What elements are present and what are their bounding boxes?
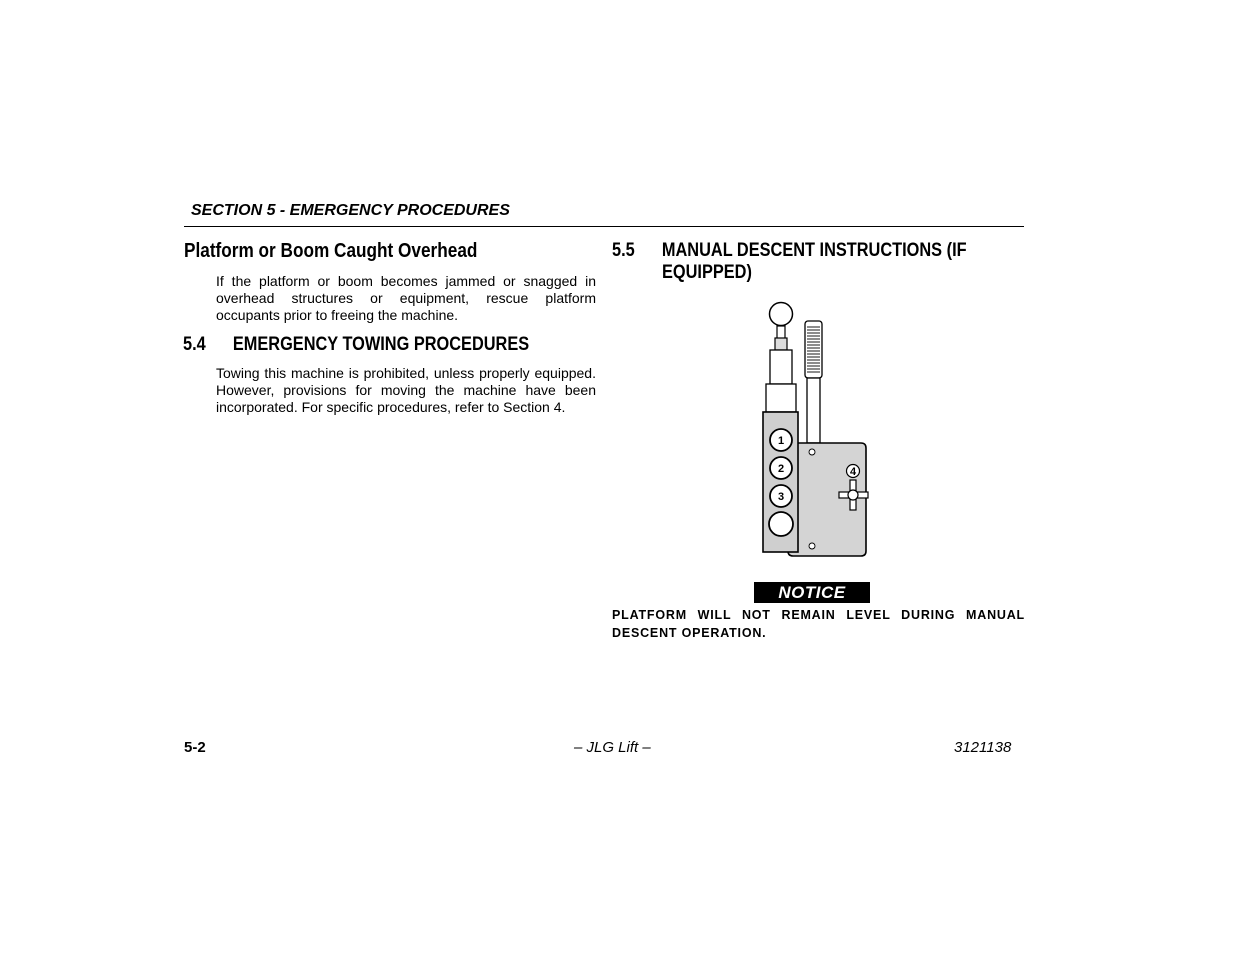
manual-descent-valve-figure	[755, 295, 875, 565]
callout-label-1: 1	[777, 435, 785, 447]
paragraph-platform-caught: If the platform or boom becomes jammed or snagged in overhead structures or equipment, rescue platform occupants prior to freeing the machine.	[216, 273, 596, 323]
section-title-line2: EQUIPPED)	[662, 262, 752, 283]
paragraph-towing: Towing this machine is prohibited, unless properly equipped. However, provisions for moving the machine have been incorporated. For specific procedures, refer to Section 4.	[216, 365, 596, 415]
page-number: 5-2	[184, 739, 206, 756]
callout-label-3: 3	[777, 491, 785, 503]
notice-text: PLATFORM WILL NOT REMAIN LEVEL DURING MANUAL DESCENT OPERATION.	[612, 608, 1025, 640]
section-number: 5.4	[183, 334, 206, 355]
section-number: 5.5	[612, 240, 635, 261]
section-title-line1: MANUAL DESCENT INSTRUCTIONS (IF	[661, 240, 967, 261]
notice-badge: NOTICE	[754, 582, 870, 603]
callout-label-2: 2	[777, 463, 785, 475]
section-header: SECTION 5 - EMERGENCY PROCEDURES	[191, 202, 510, 219]
heading-emergency-towing	[183, 334, 529, 356]
heading-platform-caught: Platform or Boom Caught Overhead	[184, 240, 478, 262]
footer-center-text: – JLG Lift –	[574, 739, 651, 756]
heading-manual-descent	[612, 240, 967, 262]
callout-label-4: 4	[849, 466, 857, 478]
section-title: EMERGENCY TOWING PROCEDURES	[232, 334, 530, 355]
header-rule	[184, 226, 1024, 227]
document-number: 3121138	[954, 739, 1012, 756]
